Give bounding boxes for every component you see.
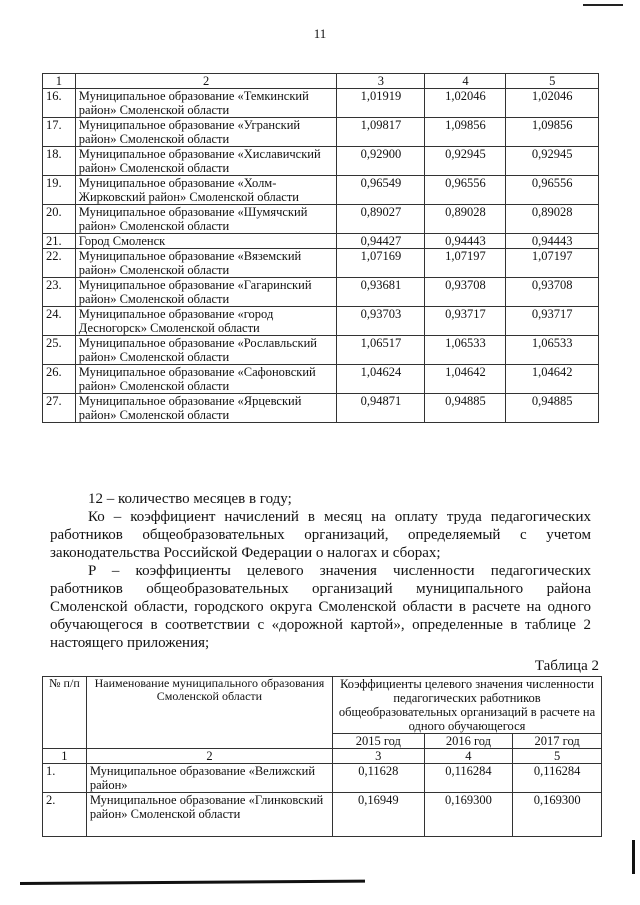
value-2015: 1,04624 xyxy=(337,365,425,394)
row-number: 16. xyxy=(43,89,76,118)
header-num: № п/п xyxy=(43,677,87,749)
municipality-name: Муниципальное образование «Хиславичский район» Смоленской области xyxy=(75,147,337,176)
row-number: 23. xyxy=(43,278,76,307)
scan-edge-mark xyxy=(632,840,635,874)
municipality-name: Муниципальное образование «Глинковский район» Смоленской области xyxy=(86,793,332,837)
value-2017: 1,07197 xyxy=(506,249,599,278)
header-coefficients: Коэффициенты целевого значения численности педагогических работников общеобразовательных организаций в расчете на одного обучающегося xyxy=(333,677,602,734)
header-year: 2016 год xyxy=(424,734,513,749)
value-2015: 1,06517 xyxy=(337,336,425,365)
value-2015: 0,94427 xyxy=(337,234,425,249)
table-row xyxy=(43,793,602,837)
value-2015: 0,93681 xyxy=(337,278,425,307)
table-body xyxy=(43,764,602,837)
value-2017: 0,169300 xyxy=(513,793,602,837)
table-row xyxy=(43,278,599,307)
value-2017: 0,93708 xyxy=(506,278,599,307)
value-2016: 0,94885 xyxy=(425,394,506,423)
column-number: 3 xyxy=(333,749,425,764)
row-number: 26. xyxy=(43,365,76,394)
column-number: 5 xyxy=(513,749,602,764)
value-2015: 0,89027 xyxy=(337,205,425,234)
table-row xyxy=(43,764,602,793)
column-number: 4 xyxy=(425,74,506,89)
value-2017: 0,116284 xyxy=(513,764,602,793)
municipality-name: Город Смоленск xyxy=(75,234,337,249)
value-2015: 0,16949 xyxy=(333,793,425,837)
row-number: 18. xyxy=(43,147,76,176)
table-row xyxy=(43,307,599,336)
municipality-name: Муниципальное образование «Шумячский район» Смоленской области xyxy=(75,205,337,234)
column-number: 4 xyxy=(424,749,513,764)
value-2017: 0,92945 xyxy=(506,147,599,176)
header-name: Наименование муниципального образования Смоленской области xyxy=(86,677,332,749)
column-number: 1 xyxy=(43,749,87,764)
table-row xyxy=(43,336,599,365)
value-2016: 0,92945 xyxy=(425,147,506,176)
row-number: 2. xyxy=(43,793,87,837)
row-number: 19. xyxy=(43,176,76,205)
table-row xyxy=(43,205,599,234)
municipality-name: Муниципальное образование «Угранский район» Смоленской области xyxy=(75,118,337,147)
value-2016: 1,06533 xyxy=(425,336,506,365)
value-2017: 1,04642 xyxy=(506,365,599,394)
municipality-name: Муниципальное образование «Темкинский район» Смоленской области xyxy=(75,89,337,118)
paragraph-p xyxy=(50,562,591,652)
value-2017: 0,94443 xyxy=(506,234,599,249)
value-2015: 0,94871 xyxy=(337,394,425,423)
row-number: 25. xyxy=(43,336,76,365)
column-number: 5 xyxy=(506,74,599,89)
column-number: 2 xyxy=(75,74,337,89)
header-year: 2015 год xyxy=(333,734,425,749)
paragraph-months xyxy=(50,490,591,508)
coefficients-table-continued xyxy=(42,73,599,423)
header-year: 2017 год xyxy=(513,734,602,749)
row-number: 20. xyxy=(43,205,76,234)
row-number: 27. xyxy=(43,394,76,423)
value-2016: 0,96556 xyxy=(425,176,506,205)
municipality-name: Муниципальное образование «Ярцевский район» Смоленской области xyxy=(75,394,337,423)
value-2017: 1,02046 xyxy=(506,89,599,118)
value-2016: 0,94443 xyxy=(425,234,506,249)
row-number: 17. xyxy=(43,118,76,147)
column-number: 1 xyxy=(43,74,76,89)
municipality-name: Муниципальное образование «Холм-Жирковский район» Смоленской области xyxy=(75,176,337,205)
row-number: 21. xyxy=(43,234,76,249)
value-2015: 0,96549 xyxy=(337,176,425,205)
municipality-name: Муниципальное образование «Велижский район» xyxy=(86,764,332,793)
value-2015: 1,01919 xyxy=(337,89,425,118)
row-number: 24. xyxy=(43,307,76,336)
value-2016: 0,116284 xyxy=(424,764,513,793)
value-2017: 0,96556 xyxy=(506,176,599,205)
column-number: 3 xyxy=(337,74,425,89)
page-number: 11 xyxy=(313,26,327,41)
table-row xyxy=(43,147,599,176)
paragraph-ko xyxy=(50,508,591,562)
column-number-row xyxy=(43,74,599,89)
table-row xyxy=(43,118,599,147)
table-body xyxy=(43,89,599,423)
scan-edge-mark xyxy=(583,4,623,6)
value-2017: 0,94885 xyxy=(506,394,599,423)
value-2017: 1,09856 xyxy=(506,118,599,147)
table-row xyxy=(43,234,599,249)
table-caption: Таблица 2 xyxy=(534,658,599,674)
municipality-name: Муниципальное образование «Гагаринский район» Смоленской области xyxy=(75,278,337,307)
table-row xyxy=(43,249,599,278)
municipality-name: Муниципальное образование «город Десногорск» Смоленской области xyxy=(75,307,337,336)
table-row xyxy=(43,176,599,205)
value-2017: 1,06533 xyxy=(506,336,599,365)
value-2016: 0,93708 xyxy=(425,278,506,307)
column-number: 2 xyxy=(86,749,332,764)
scan-edge-line xyxy=(20,880,365,885)
value-2016: 1,04642 xyxy=(425,365,506,394)
value-2016: 1,07197 xyxy=(425,249,506,278)
value-2016: 0,89028 xyxy=(425,205,506,234)
table-row xyxy=(43,365,599,394)
municipality-name: Муниципальное образование «Вяземский район» Смоленской области xyxy=(75,249,337,278)
value-2015: 0,93703 xyxy=(337,307,425,336)
row-number: 1. xyxy=(43,764,87,793)
value-2016: 0,169300 xyxy=(424,793,513,837)
municipality-name: Муниципальное образование «Рославльский район» Смоленской области xyxy=(75,336,337,365)
value-2015: 1,09817 xyxy=(337,118,425,147)
value-2016: 1,02046 xyxy=(425,89,506,118)
table-row xyxy=(43,394,599,423)
paragraph-text: Ко – коэффициент начислений в месяц на оплату труда педагогических работников общеобразовательных организаций, определяемый с учетом законодательства Российской Федерации о налогах и сборах; xyxy=(50,509,591,561)
paragraph-text: P – коэффициенты целевого значения численности педагогических работников общеобразовательных организаций муниципального района Смоленской области, городского округа Смоленской области в расчете на одного обучающегося в соответствии с «дорожной картой», определенные в таблице 2 настоящего приложения; xyxy=(50,563,591,651)
value-2015: 0,11628 xyxy=(333,764,425,793)
table-header-row xyxy=(43,677,602,734)
row-number: 22. xyxy=(43,249,76,278)
value-2015: 1,07169 xyxy=(337,249,425,278)
column-number-row xyxy=(43,749,602,764)
value-2017: 0,89028 xyxy=(506,205,599,234)
municipality-name: Муниципальное образование «Сафоновский район» Смоленской области xyxy=(75,365,337,394)
coefficients-table-2 xyxy=(42,676,602,837)
value-2016: 0,93717 xyxy=(425,307,506,336)
value-2017: 0,93717 xyxy=(506,307,599,336)
value-2015: 0,92900 xyxy=(337,147,425,176)
table-row xyxy=(43,89,599,118)
value-2016: 1,09856 xyxy=(425,118,506,147)
paragraph-text: 12 – количество месяцев в году; xyxy=(88,491,292,507)
